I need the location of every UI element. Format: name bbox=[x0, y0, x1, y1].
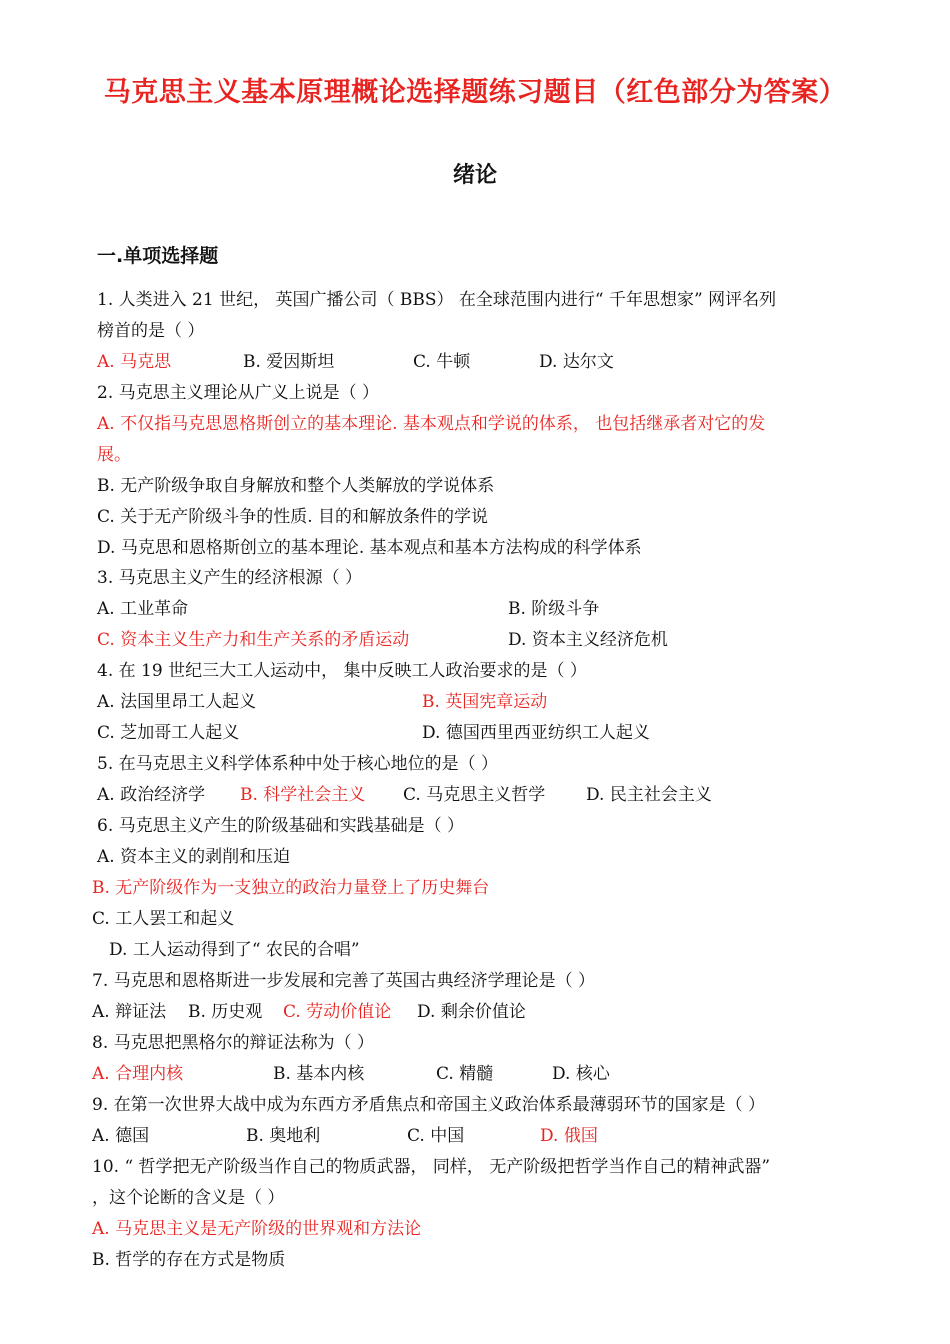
question-9-stem: 9. 在第一次世界大战中成为东西方矛盾焦点和帝国主义政治体系最薄弱环节的国家是（ ） bbox=[92, 1095, 766, 1115]
question-2-option-d: D. 马克思和恩格斯创立的基本理论. 基本观点和基本方法构成的科学体系 bbox=[97, 538, 642, 558]
chapter-heading: 绪论 bbox=[452, 163, 497, 188]
question-6-option-a: A. 资本主义的剥削和压迫 bbox=[97, 847, 291, 867]
question-9-option-c: C. 中国 bbox=[407, 1126, 465, 1146]
question-4-option-a: A. 法国里昂工人起义 bbox=[97, 692, 257, 712]
question-9-option-b: B. 奥地利 bbox=[246, 1126, 321, 1146]
question-7-option-c: C. 劳动价值论 bbox=[283, 1002, 392, 1022]
question-4-option-c: C. 芝加哥工人起义 bbox=[97, 723, 240, 743]
question-7-option-d: D. 剩余价值论 bbox=[417, 1002, 526, 1022]
question-1-stem: 1. 人类进入 21 世纪， 英国广播公司（ BBS） 在全球范围内进行“ 千年思想家” 网评名列 bbox=[97, 290, 777, 310]
question-10-stem: 10. “ 哲学把无产阶级当作自己的物质武器， 同样， 无产阶级把哲学当作自己的精神武器” bbox=[92, 1157, 771, 1177]
question-8-option-d: D. 核心 bbox=[552, 1064, 610, 1084]
question-2-option-a: A. 不仅指马克思恩格斯创立的基本理论. 基本观点和学说的体系， 也包括继承者对它的发 bbox=[97, 414, 766, 434]
question-1-option-a: A. 马克思 bbox=[97, 352, 172, 372]
question-10-stem-cont: ，这个论断的含义是（ ） bbox=[92, 1188, 285, 1208]
question-10-option-a: A. 马克思主义是无产阶级的世界观和方法论 bbox=[92, 1219, 422, 1239]
question-9-option-a: A. 德国 bbox=[92, 1126, 150, 1146]
question-2-stem: 2. 马克思主义理论从广义上说是（ ） bbox=[97, 383, 380, 403]
question-6-option-d: D. 工人运动得到了“ 农民的合唱” bbox=[109, 940, 360, 960]
question-1-option-d: D. 达尔文 bbox=[539, 352, 614, 372]
question-8-option-b: B. 基本内核 bbox=[273, 1064, 365, 1084]
question-1-option-c: C. 牛顿 bbox=[413, 352, 471, 372]
question-8-stem: 8. 马克思把黑格尔的辩证法称为（ ） bbox=[92, 1033, 375, 1053]
question-5-option-c: C. 马克思主义哲学 bbox=[403, 785, 546, 805]
question-5-option-a: A. 政治经济学 bbox=[97, 785, 206, 805]
question-6-stem: 6. 马克思主义产生的阶级基础和实践基础是（ ） bbox=[97, 816, 465, 836]
question-4-stem: 4. 在 19 世纪三大工人运动中， 集中反映工人政治要求的是（ ） bbox=[97, 661, 587, 681]
document-title: 马克思主义基本原理概论选择题练习题目（红色部分为答案） bbox=[103, 77, 847, 108]
question-3-option-c: C. 资本主义生产力和生产关系的矛盾运动 bbox=[97, 630, 410, 650]
question-4-option-b: B. 英国宪章运动 bbox=[422, 692, 548, 712]
question-2-option-a-cont: 展。 bbox=[97, 445, 131, 465]
question-10-option-b: B. 哲学的存在方式是物质 bbox=[92, 1250, 286, 1270]
question-3-option-b: B. 阶级斗争 bbox=[508, 599, 600, 619]
question-5-stem: 5. 在马克思主义科学体系种中处于核心地位的是（ ） bbox=[97, 754, 499, 774]
question-8-option-a: A. 合理内核 bbox=[92, 1064, 184, 1084]
question-4-option-d: D. 德国西里西亚纺织工人起义 bbox=[422, 723, 650, 743]
question-3-stem: 3. 马克思主义产生的经济根源（ ） bbox=[97, 568, 363, 588]
section-heading: 一.单项选择题 bbox=[97, 245, 219, 267]
question-6-option-b: B. 无产阶级作为一支独立的政治力量登上了历史舞台 bbox=[92, 878, 490, 898]
question-7-option-b: B. 历史观 bbox=[188, 1002, 263, 1022]
question-1-stem-cont: 榜首的是（ ） bbox=[97, 321, 205, 341]
question-3-option-d: D. 资本主义经济危机 bbox=[508, 630, 668, 650]
question-7-stem: 7. 马克思和恩格斯进一步发展和完善了英国古典经济学理论是（ ） bbox=[92, 971, 596, 991]
question-1-option-b: B. 爱因斯坦 bbox=[243, 352, 335, 372]
question-7-option-a: A. 辩证法 bbox=[92, 1002, 167, 1022]
question-9-option-d: D. 俄国 bbox=[540, 1126, 598, 1146]
question-2-option-c: C. 关于无产阶级斗争的性质. 目的和解放条件的学说 bbox=[97, 507, 489, 527]
question-2-option-b: B. 无产阶级争取自身解放和整个人类解放的学说体系 bbox=[97, 476, 495, 496]
question-3-option-a: A. 工业革命 bbox=[97, 599, 189, 619]
question-6-option-c: C. 工人罢工和起义 bbox=[92, 909, 235, 929]
question-5-option-d: D. 民主社会主义 bbox=[586, 785, 712, 805]
question-8-option-c: C. 精髓 bbox=[436, 1064, 494, 1084]
question-5-option-b: B. 科学社会主义 bbox=[240, 785, 366, 805]
